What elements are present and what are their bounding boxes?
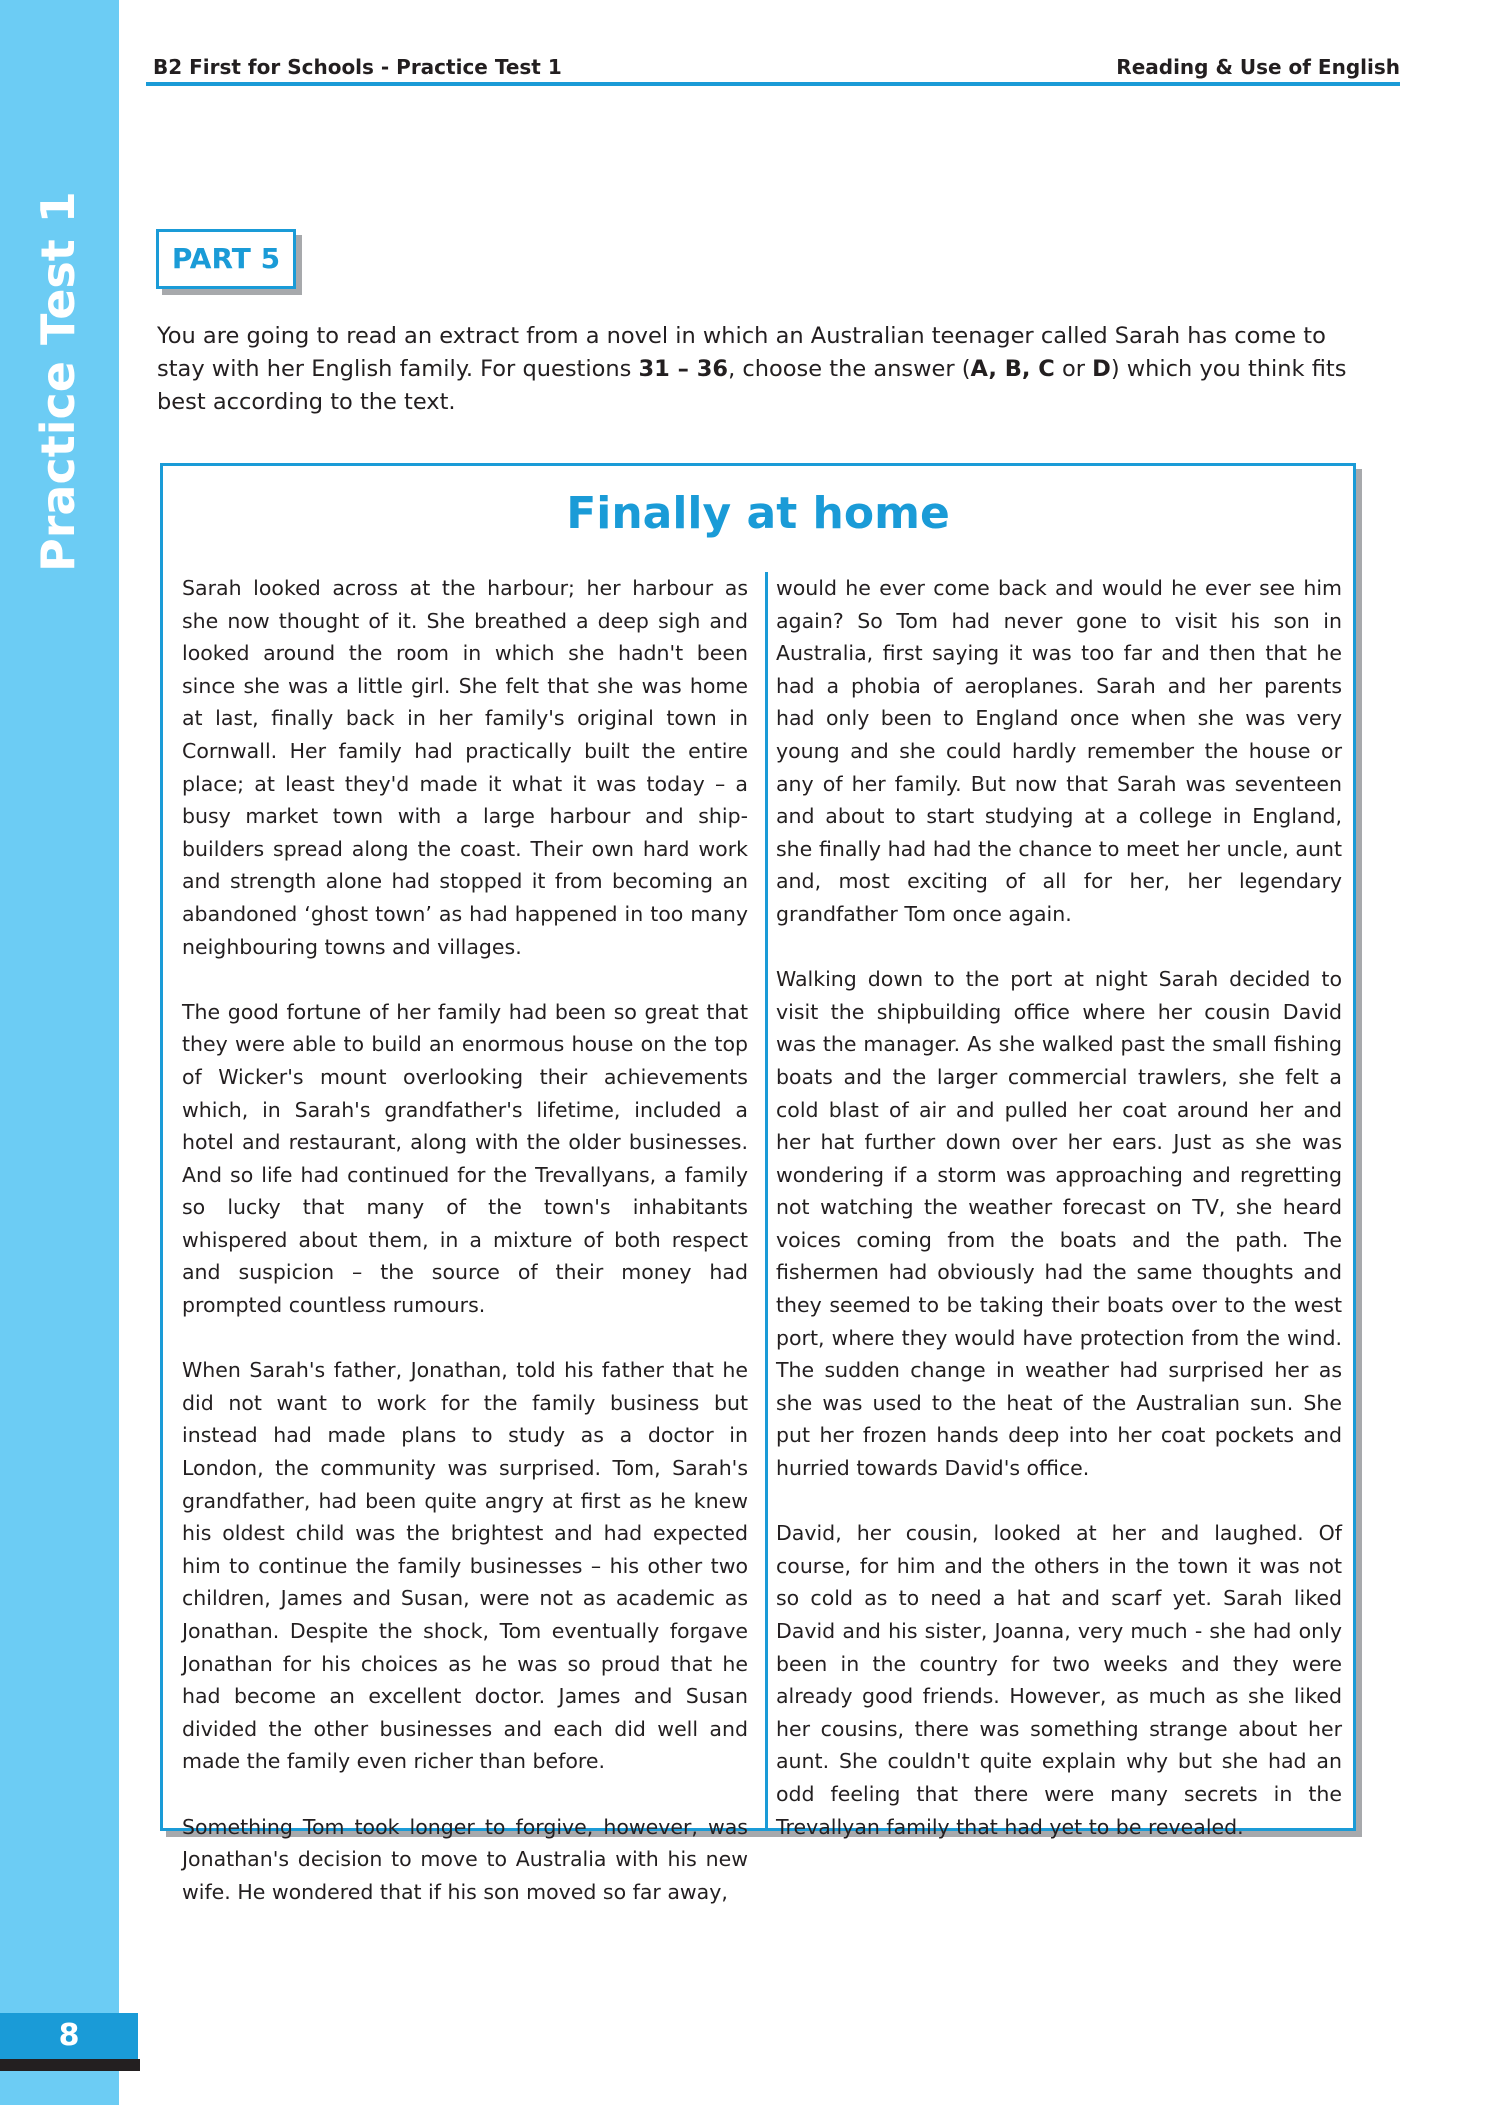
paragraph: would he ever come back and would he ever see him again? So Tom had never gone to visit his son in Australia, first saying it was too far and then that he had a phobia of aeroplanes. Sarah and her parents had only been to England once when she was very young and she could hardly remember the house or any of her family. But now that Sarah was seventeen and about to start studying at a college in England, she finally had had the chance to meet her uncle, aunt and, most exciting of all for her, her legendary grandfather Tom once again. [776, 576, 1342, 926]
article-left-column [182, 572, 748, 1941]
paragraph: Sarah looked across at the harbour; her harbour as she now thought of it. She breathed a deep sigh and looked around the room in which she hadn't been since she was a little girl. She felt that she was home at last, finally back in her family's original town in Cornwall. Her family had practically built the entire place; at least they'd made it what it was today – a busy market town with a large harbour and ship-builders spread along the coast. Their own hard work and strength alone had stopped it from becoming an abandoned ‘ghost town’ as had happened in too many neighbouring towns and villages. [182, 576, 748, 959]
paragraph: Something Tom took longer to forgive, however, was Jonathan's decision to move to Australia with his new wife. He wondered that if his son moved so far away, [182, 1814, 748, 1904]
instructions-text-3: or [1054, 356, 1093, 382]
column-divider [765, 572, 768, 1828]
page-header [153, 52, 1400, 82]
article-right-column [776, 572, 1342, 1876]
instructions-text-4: ) which you think fits best according to the text. [157, 356, 1347, 415]
article-title: Finally at home [566, 488, 950, 539]
answer-option-last: D [1092, 356, 1111, 382]
header-rule [146, 82, 1400, 86]
page-number-bar [0, 2059, 140, 2071]
sidebar-title: Practice Test 1 [31, 191, 85, 572]
paragraph: When Sarah's father, Jonathan, told his father that he did not want to work for the family business but instead had made plans to study as a doctor in London, the community was surprised. Tom, Sarah's grandfather, had been quite angry at first as he knew his oldest child was the brightest and had expected him to continue the family businesses – his other two children, James and Susan, were not as academic as Jonathan. Despite the shock, Tom eventually forgave Jonathan for his choices as he was so proud that he had become an excellent doctor. James and Susan divided the other businesses and each did well and made the family even richer than before. [182, 1358, 748, 1774]
paragraph: David, her cousin, looked at her and laughed. Of course, for him and the others in the town it was not so cold as to need a hat and scarf yet. Sarah liked David and his sister, Joanna, very much - she had only been in the country for two weeks and they were already good friends. However, as much as she liked her cousins, there was something strange about her aunt. She couldn't quite explain why but she had an odd feeling that there were many secrets in the Trevallyan family that had yet to be revealed. [776, 1521, 1342, 1839]
instructions-text-2: , choose the answer ( [728, 356, 971, 382]
page-number: 8 [0, 2013, 138, 2059]
instructions [157, 320, 1347, 419]
paragraph: The good fortune of her family had been so great that they were able to build an enormous house on the top of Wicker's mount overlooking their achievements which, in Sarah's grandfather's lifetime, included a hotel and restaurant, along with the older businesses. And so life had continued for the Trevallyans, a family so lucky that many of the town's inhabitants whispered about them, in a mixture of both respect and suspicion – the source of their money had prompted countless rumours. [182, 999, 748, 1318]
paragraph: Walking down to the port at night Sarah decided to visit the shipbuilding office where her cousin David was the manager. As she walked past the small fishing boats and the larger commercial trawlers, she felt a cold blast of air and pulled her coat around her and her hat further down over her ears. Just as she was wondering if a storm was approaching and regretting not watching the weather forecast on TV, she heard voices coming from the boats and the path. The fishermen had obviously had the same thoughts and they seemed to be taking their boats over to the west port, where they would have protection from the wind. The sudden change in weather had surprised her as she was used to the heat of the Australian sun. She put her frozen hands deep into her coat pockets and hurried towards David's office. [776, 967, 1342, 1481]
question-range: 31 – 36 [638, 356, 729, 382]
article-box [160, 463, 1356, 1904]
answer-options: A, B, C [970, 356, 1055, 382]
instructions-text-1: You are going to read an extract from a novel in which an Australian teenager called Sarah has come to stay with her English family. For questions [157, 323, 1326, 382]
header-test-title: B2 First for Schools - Practice Test 1 [153, 55, 562, 79]
part-label: PART 5 [156, 229, 296, 289]
sidebar [0, 0, 119, 2105]
header-section-title: Reading & Use of English [1116, 55, 1400, 79]
